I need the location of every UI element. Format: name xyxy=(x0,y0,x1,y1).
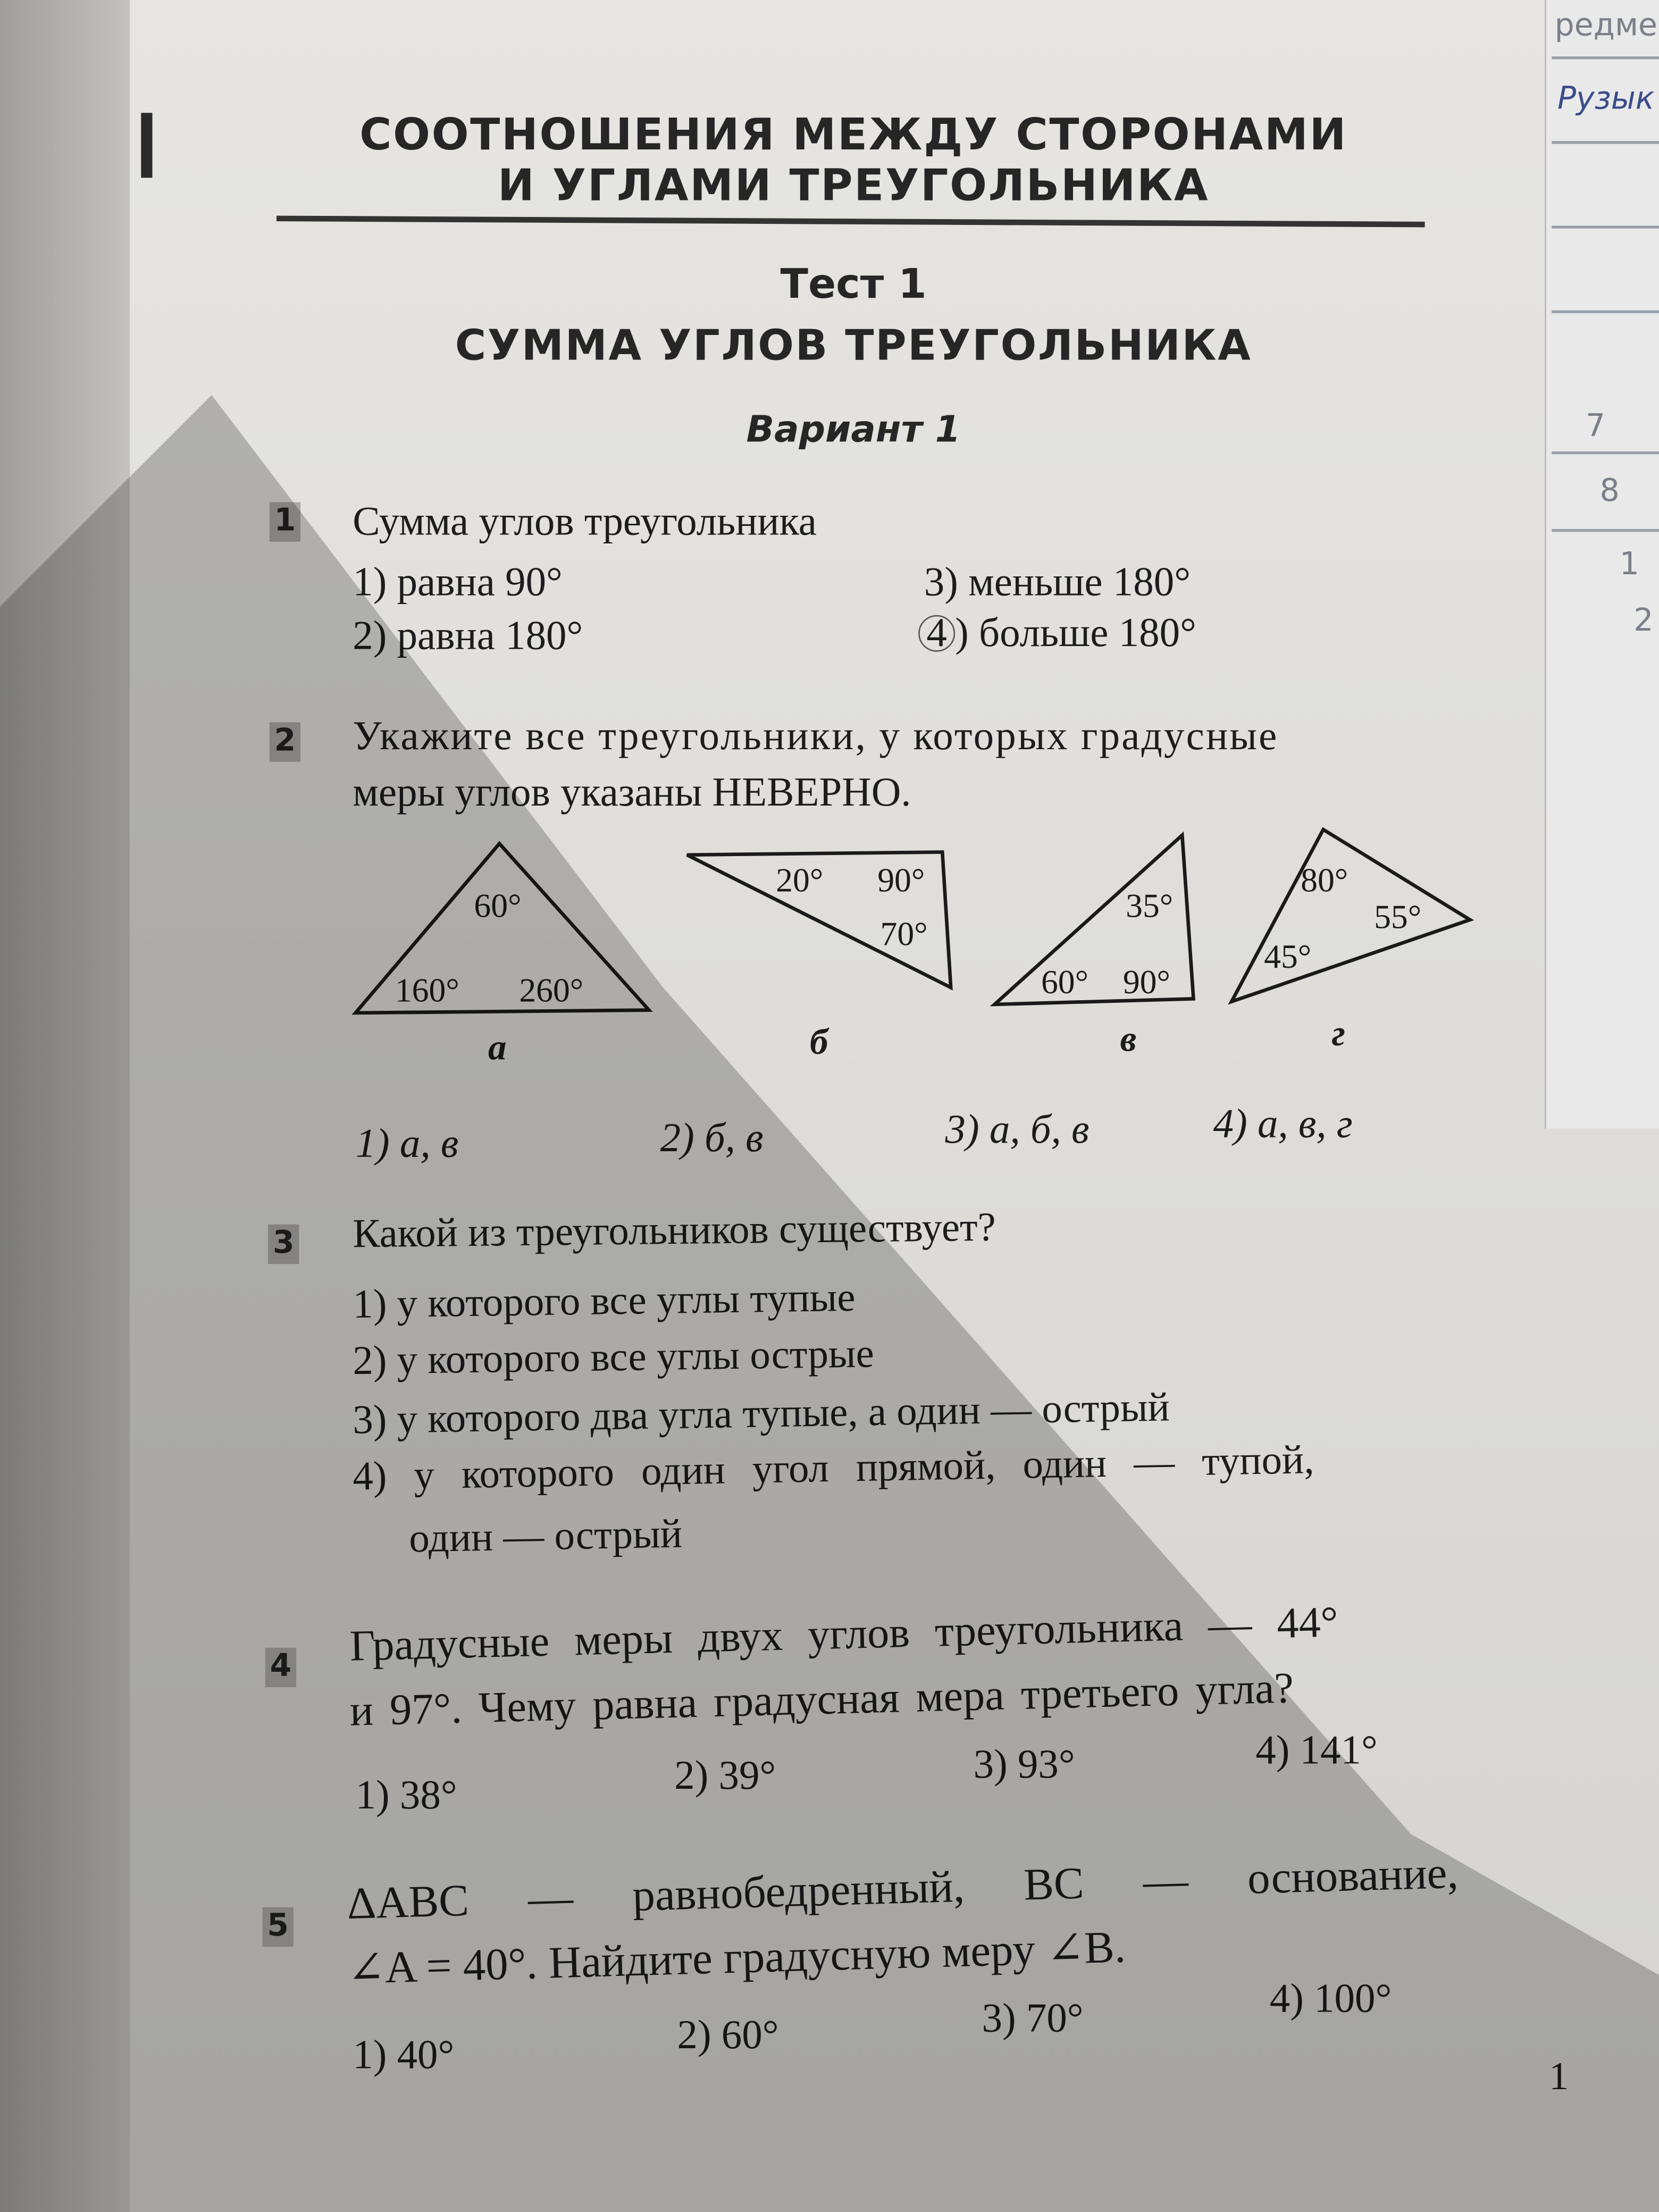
question-text: и 97°. Чему равна градусная мера третьего угла? xyxy=(349,1663,1295,1736)
question-number: 3 xyxy=(268,1225,299,1264)
chapter-title-line1: СООТНОШЕНИЯ МЕЖДУ СТОРОНАМИ xyxy=(359,110,1348,161)
question-text: Какой из треугольников существует? xyxy=(352,1205,996,1257)
test-title: СУММА УГЛОВ ТРЕУГОЛЬНИКА xyxy=(455,321,1252,371)
question-text: Градусные меры двух углов треугольника — 44° xyxy=(349,1596,1339,1671)
angle-label: 90° xyxy=(877,861,925,899)
triangle-letter: а xyxy=(488,1027,507,1068)
answer-option: 2) б, в xyxy=(660,1116,764,1161)
angle-label: 20° xyxy=(776,861,824,899)
answer-option: 1) а, в xyxy=(355,1121,459,1167)
answer-option: 2) 60° xyxy=(677,2013,779,2058)
angle-label: 45° xyxy=(1264,937,1312,975)
question-text: ΔABC — равнобедренный, BC — основание, xyxy=(346,1846,1459,1929)
angle-label: 60° xyxy=(1041,962,1089,1001)
triangle-letter: в xyxy=(1120,1018,1137,1060)
angle-label: 55° xyxy=(1374,898,1422,936)
question-number: 4 xyxy=(265,1648,296,1687)
page-number: 1 xyxy=(1549,2055,1569,2099)
answer-option: 2) 39° xyxy=(674,1753,776,1799)
chapter-title-line2: И УГЛАМИ ТРЕУГОЛЬНИКА xyxy=(498,161,1210,212)
answer-option-cont: один — острый xyxy=(408,1512,683,1562)
answer-option: 4) у которого один угол прямой, один — тупой, xyxy=(352,1437,1315,1500)
answer-option: 4) 100° xyxy=(1269,1976,1392,2022)
answer-option: 3) у которого два угла тупые, а один — острый xyxy=(352,1385,1170,1444)
answer-option: 2) равна 180° xyxy=(353,614,583,659)
answer-option: 1) 38° xyxy=(355,1773,457,1819)
test-number: Тест 1 xyxy=(780,259,927,308)
angle-label: 90° xyxy=(1122,962,1170,1001)
pencil-circle-mark: 4 xyxy=(918,615,955,652)
question-number: 5 xyxy=(262,1907,293,1947)
answer-option: 3) меньше 180° xyxy=(924,560,1191,606)
variant-label: Вариант 1 xyxy=(746,409,961,451)
sheet-number: 1 xyxy=(1619,547,1639,583)
question-text: Укажите все треугольники, у которых градусные xyxy=(353,714,1279,759)
question-text: ∠A = 40°. Найдите градусную меру ∠B. xyxy=(346,1921,1127,1993)
angle-label: 35° xyxy=(1126,886,1174,925)
angle-label: 60° xyxy=(474,886,522,925)
sheet-number: 8 xyxy=(1599,474,1620,509)
triangle-g xyxy=(1231,830,1470,1002)
question-number: 2 xyxy=(270,722,300,761)
question-number: 1 xyxy=(270,502,300,541)
answer-option-text: ) больше 180° xyxy=(955,610,1196,656)
angle-label: 260° xyxy=(519,971,584,1009)
angle-label: 80° xyxy=(1301,861,1348,899)
answer-option: 3) 93° xyxy=(973,1742,1075,1788)
answer-option: 4) 141° xyxy=(1255,1728,1378,1773)
angle-label: 160° xyxy=(395,971,459,1009)
answer-option: 3) а, б, в xyxy=(945,1107,1090,1153)
angle-label: 70° xyxy=(880,915,928,953)
answer-option: 1) равна 90° xyxy=(353,560,563,606)
answer-option: 1) у которого все углы тупые xyxy=(352,1275,856,1328)
answer-option: 1) 40° xyxy=(353,2033,455,2078)
sheet-handwriting: Рузык xyxy=(1557,81,1655,118)
sheet-number: 2 xyxy=(1633,604,1654,639)
question-text: меры углов указаны НЕВЕРНО. xyxy=(353,770,911,816)
sheet-text-top: редме xyxy=(1554,8,1657,44)
question-text: Сумма углов треугольника xyxy=(353,499,817,545)
sheet-number: 7 xyxy=(1586,409,1606,445)
triangle-letter: г xyxy=(1331,1012,1345,1054)
answer-option: 2) у которого все углы острые xyxy=(352,1331,875,1384)
answer-option: 3) 70° xyxy=(982,1996,1084,2041)
triangle-letter: б xyxy=(809,1021,828,1062)
answer-option: 4) а, в, г xyxy=(1213,1102,1353,1147)
